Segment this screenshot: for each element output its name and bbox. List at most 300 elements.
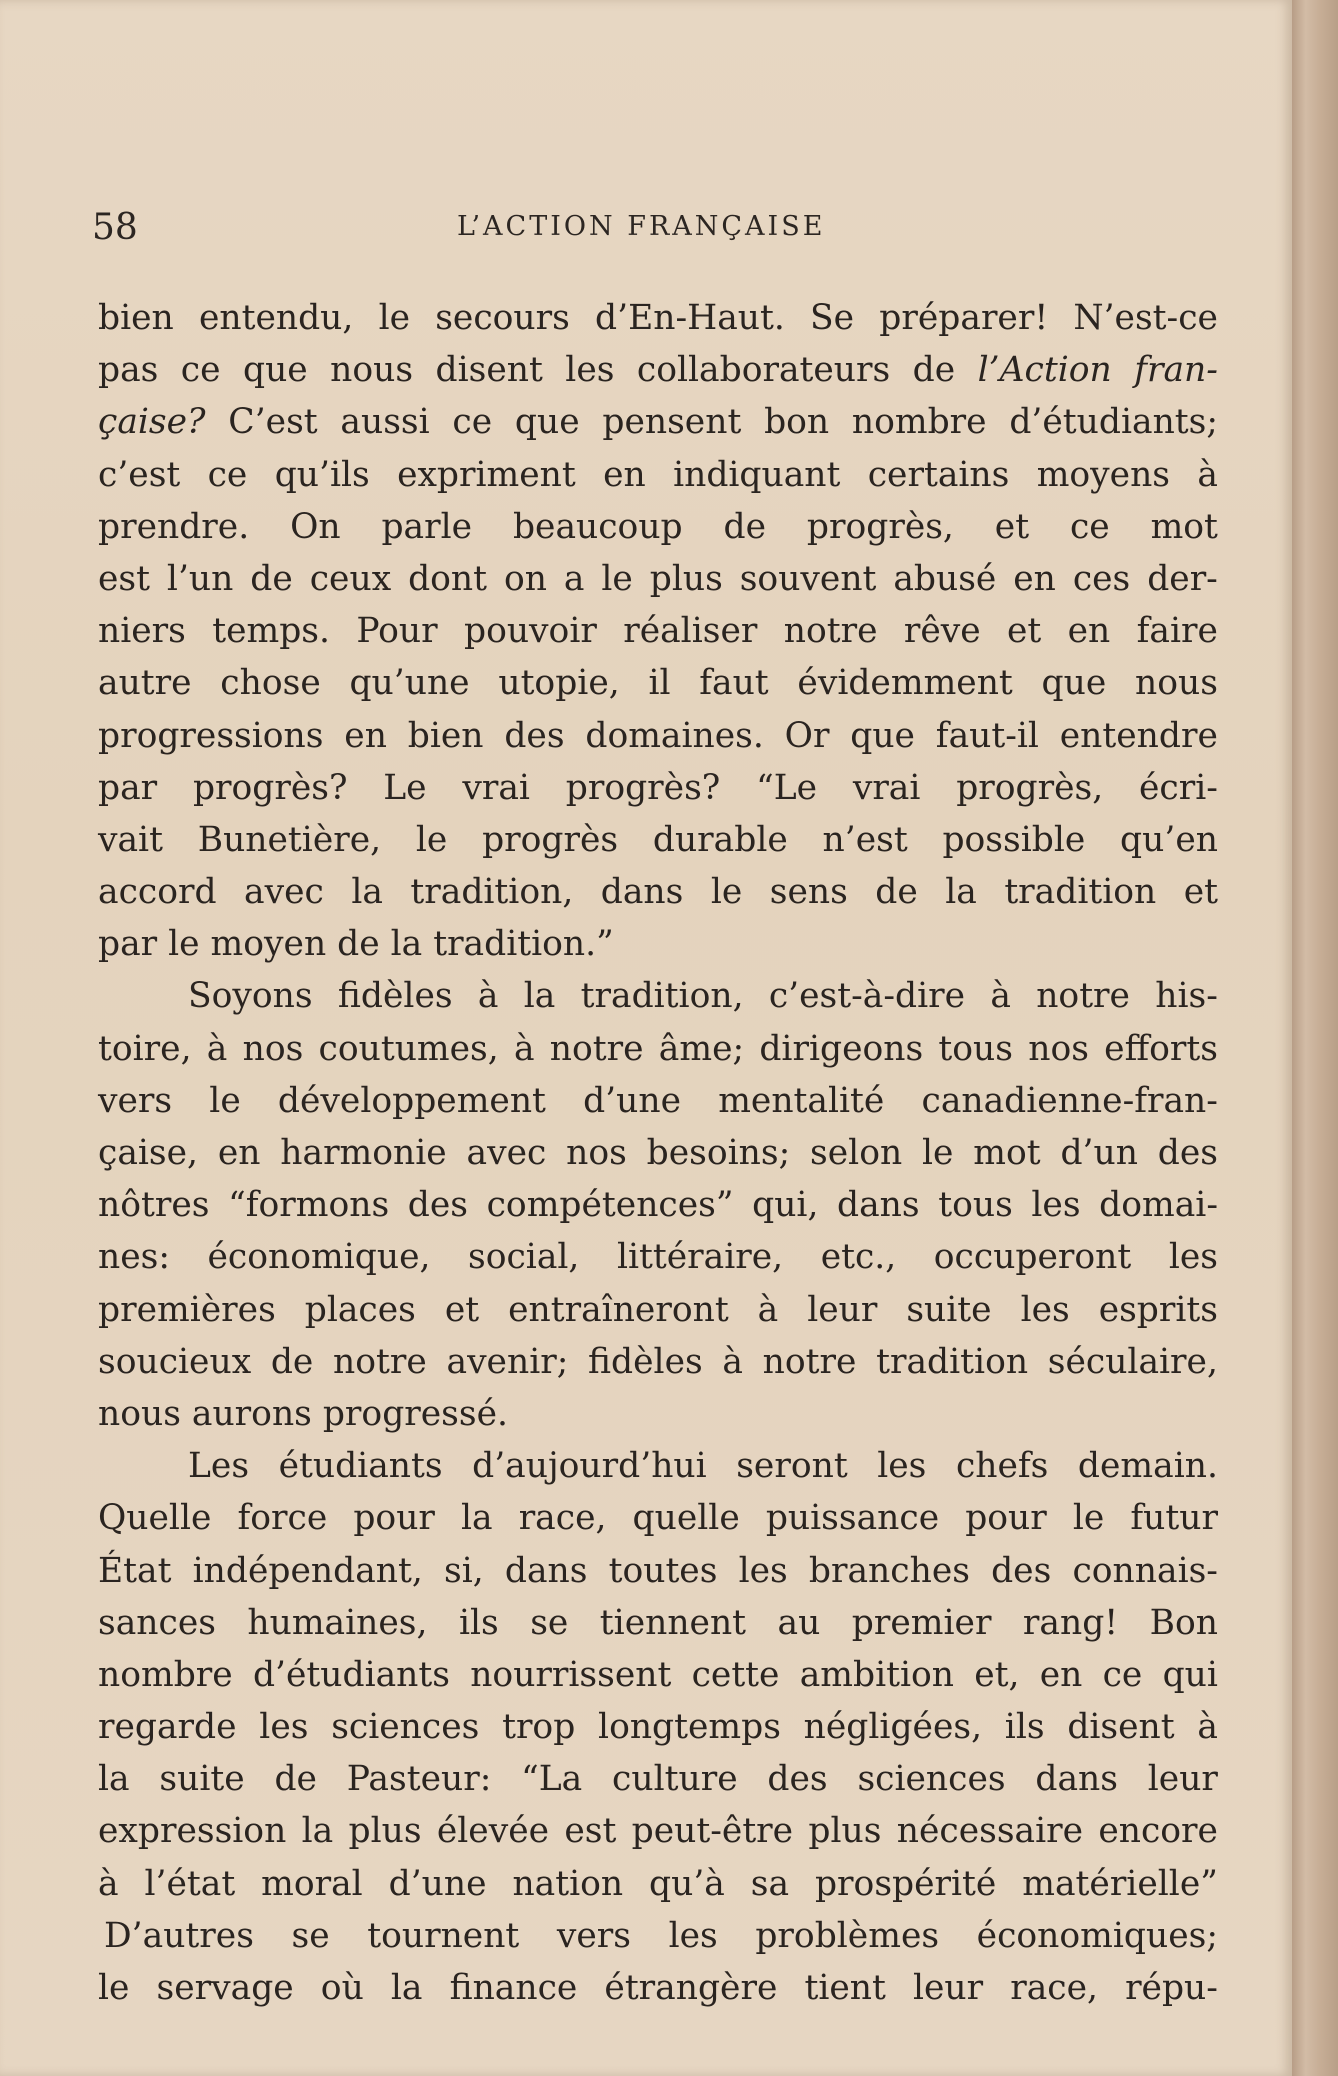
text-line: [98, 1545, 1218, 1597]
word: çaise?: [98, 402, 206, 443]
word: culture: [612, 1759, 738, 1800]
word: vers: [556, 1915, 631, 1956]
word: progrès?: [192, 767, 348, 808]
word: toutes: [608, 1550, 718, 1591]
word: çaise,: [98, 1133, 199, 1173]
text-line: [98, 1440, 1218, 1492]
word: tous: [938, 1185, 1013, 1226]
word: des: [407, 1185, 468, 1226]
word: matérielle”: [1022, 1863, 1218, 1904]
word: en: [344, 715, 387, 756]
word: la: [351, 872, 383, 913]
word: faut: [699, 663, 769, 704]
word: d’un: [1060, 1133, 1138, 1173]
word: tournent: [367, 1915, 520, 1956]
word: Se: [810, 298, 855, 338]
word: se: [291, 1915, 330, 1956]
word: suite: [906, 1289, 992, 1330]
text-line: [98, 1805, 1218, 1857]
word: d’une: [583, 1080, 682, 1121]
word: c’est-à-dire: [768, 976, 966, 1017]
text-line: [98, 501, 1218, 553]
word: finance: [449, 1968, 578, 2008]
word: de: [875, 872, 918, 913]
word: pouvoir: [463, 611, 597, 652]
word: compétences”: [486, 1185, 734, 1226]
word: expression: [98, 1811, 287, 1852]
word: des: [504, 715, 565, 756]
text-line: [98, 1336, 1218, 1388]
word: avec: [244, 872, 324, 913]
word: connais-: [1072, 1550, 1218, 1591]
word: à: [477, 976, 499, 1017]
word: utopie,: [498, 663, 620, 704]
word: nécessaire: [896, 1811, 1084, 1852]
word: indépendant,: [192, 1550, 423, 1591]
word: “Le: [756, 767, 818, 808]
word: moyens: [1036, 454, 1171, 495]
word: est: [98, 558, 150, 599]
text-line: [98, 396, 1218, 448]
word: nombre: [98, 1654, 233, 1695]
word: nous: [98, 1393, 181, 1434]
word: économiques;: [976, 1915, 1218, 1956]
word: de: [270, 1341, 314, 1382]
word: les: [259, 1707, 309, 1748]
word: n’est: [822, 819, 908, 860]
word: encore: [1098, 1811, 1218, 1852]
word: “La: [521, 1759, 583, 1800]
page-edge: [1292, 0, 1338, 2076]
word: à: [513, 1028, 535, 1069]
word: sciences: [331, 1707, 480, 1748]
word: mot: [1150, 506, 1218, 547]
word: nos: [242, 1028, 304, 1069]
word: vers: [98, 1080, 173, 1121]
word: collaborateurs: [636, 350, 891, 391]
word: durable: [652, 819, 788, 860]
word: leur: [1147, 1759, 1218, 1800]
word: premières: [98, 1289, 276, 1330]
word: ambition: [799, 1654, 954, 1695]
word: problèmes: [755, 1915, 940, 1956]
word: et: [994, 506, 1030, 547]
word: le: [378, 298, 411, 338]
word: les: [1031, 1185, 1081, 1226]
word: la: [301, 1811, 334, 1852]
word: etc.,: [820, 1237, 897, 1278]
word: entraîneront: [508, 1289, 729, 1330]
word: notre: [783, 611, 878, 652]
word: pensent: [602, 402, 742, 443]
word: disent: [1067, 1707, 1175, 1748]
word: d’étudiants: [252, 1654, 450, 1695]
word: la: [945, 872, 977, 913]
word: der-: [1147, 558, 1218, 599]
word: les: [565, 350, 615, 391]
text-line: [98, 762, 1218, 814]
word: efforts: [1104, 1028, 1218, 1069]
word: notre: [762, 1341, 857, 1382]
word: suite: [159, 1759, 245, 1800]
word: le: [98, 1968, 130, 2008]
word: esprits: [1098, 1289, 1218, 1330]
word: peut-être: [631, 1811, 794, 1852]
word: puissance: [765, 1498, 940, 1539]
word: progrès?: [565, 767, 721, 808]
word: Le: [383, 767, 427, 808]
word: certains: [867, 454, 1010, 495]
word: tradition.”: [433, 924, 614, 965]
word: et: [1007, 611, 1042, 652]
running-title: L’ACTION FRANÇAISE: [457, 211, 826, 242]
word: ce: [180, 350, 221, 391]
word: ce: [1102, 1654, 1143, 1695]
word: premier: [851, 1602, 992, 1643]
word: nombre: [851, 402, 987, 443]
text-line: [98, 1179, 1218, 1231]
word: moral: [261, 1863, 363, 1904]
word: de: [337, 924, 380, 965]
word: parle: [381, 506, 473, 547]
word: tiennent: [599, 1602, 747, 1643]
word: en: [603, 454, 646, 495]
word: de: [250, 558, 293, 599]
word: notre: [549, 1028, 644, 1069]
text-line: [98, 1127, 1218, 1179]
word: qui: [1162, 1654, 1218, 1695]
body-text: [98, 292, 1218, 2014]
word: progrès: [482, 819, 619, 860]
word: la: [98, 1759, 130, 1800]
word: sens: [769, 872, 848, 913]
word: mot: [973, 1133, 1041, 1173]
word: leur: [912, 1968, 984, 2008]
word: progressions: [98, 715, 324, 756]
word: en: [1039, 1654, 1083, 1695]
word: branches: [808, 1550, 970, 1591]
word: mentalité: [718, 1080, 885, 1121]
word: étrangère: [604, 1968, 778, 2008]
word: besoins;: [646, 1133, 791, 1173]
word: toire,: [98, 1028, 192, 1069]
word: à: [1197, 1707, 1218, 1748]
word: l’état: [144, 1863, 236, 1904]
word: si,: [443, 1550, 484, 1591]
word: regarde: [98, 1707, 237, 1748]
text-line: [98, 1701, 1218, 1753]
text-line: [98, 1075, 1218, 1127]
word: longtemps: [598, 1707, 781, 1748]
word: Pasteur:: [346, 1759, 492, 1800]
text-line: [98, 1492, 1218, 1544]
word: N’est-ce: [1073, 298, 1218, 338]
word: prendre.: [98, 506, 250, 547]
word: tradition,: [580, 976, 744, 1017]
word: qui,: [752, 1185, 819, 1226]
word: dans: [1035, 1759, 1118, 1800]
word: vrai: [462, 767, 530, 808]
word: plus: [808, 1811, 882, 1852]
word: progrès,: [956, 767, 1104, 808]
word: progrès,: [806, 506, 954, 547]
word: de: [723, 506, 767, 547]
word: fran-: [1134, 350, 1218, 391]
text-line: [98, 866, 1218, 918]
word: progressé.: [322, 1393, 508, 1434]
word: le: [601, 558, 633, 599]
word: Or: [784, 715, 830, 756]
word: vait: [98, 819, 163, 860]
word: “formons: [228, 1185, 390, 1226]
word: les: [1168, 1237, 1218, 1278]
word: préparer!: [879, 298, 1049, 338]
word: qu’en: [1120, 819, 1218, 860]
word: fidèles: [337, 976, 453, 1017]
text-line: [98, 710, 1218, 762]
word: des: [991, 1550, 1052, 1591]
word: par: [98, 767, 158, 808]
word: pour: [965, 1498, 1047, 1539]
text-line: [98, 344, 1218, 396]
word: l’un: [166, 558, 234, 599]
word: his-: [1155, 976, 1218, 1017]
text-line: [98, 814, 1218, 866]
word: économique,: [207, 1237, 431, 1278]
word: nôtres: [98, 1185, 210, 1226]
word: à: [206, 1028, 228, 1069]
word: nourrissent: [470, 1654, 672, 1695]
text-line: [98, 970, 1218, 1022]
word: ils: [1004, 1707, 1045, 1748]
word: souvent: [739, 558, 877, 599]
word: domai-: [1099, 1185, 1218, 1226]
word: les: [738, 1550, 788, 1591]
word: le: [415, 819, 448, 860]
text-line: [98, 1023, 1218, 1075]
word: le: [922, 1133, 954, 1173]
text-line: [98, 1962, 1218, 2014]
word: Quelle: [98, 1498, 212, 1539]
word: sa: [750, 1863, 790, 1904]
word: bon: [764, 402, 830, 443]
word: humaines,: [247, 1602, 428, 1643]
word: d’En-Haut.: [595, 298, 785, 338]
word: étudiants: [278, 1446, 443, 1487]
word: de: [274, 1759, 317, 1800]
text-line: [98, 449, 1218, 501]
word: nos: [566, 1133, 627, 1173]
word: demain.: [1077, 1446, 1218, 1487]
word: expriment: [397, 454, 576, 495]
word: aussi: [340, 402, 430, 443]
word: réaliser: [623, 611, 758, 652]
word: et,: [974, 1654, 1020, 1695]
word: temps.: [212, 611, 330, 652]
word: qu’une: [349, 663, 470, 704]
word: domaines.: [585, 715, 764, 756]
text-line: [98, 1597, 1218, 1649]
word: où: [320, 1968, 364, 2008]
word: coutumes,: [318, 1028, 499, 1069]
word: la: [461, 1498, 493, 1539]
word: niers: [98, 611, 186, 652]
text-line: [98, 1858, 1218, 1910]
word: à: [722, 1341, 743, 1382]
word: négligées,: [803, 1707, 983, 1748]
word: ce: [1069, 506, 1110, 547]
word: seront: [736, 1446, 848, 1487]
word: beaucoup: [512, 506, 683, 547]
word: répu-: [1125, 1968, 1218, 2008]
word: futur: [1130, 1498, 1218, 1539]
word: séculaire,: [1047, 1341, 1218, 1382]
word: tous: [938, 1028, 1013, 1069]
word: tradition: [1004, 872, 1157, 913]
word: le: [209, 1080, 241, 1121]
word: que: [514, 402, 580, 443]
word: nous: [1134, 663, 1218, 704]
word: nos: [1028, 1028, 1089, 1069]
text-line: [98, 1231, 1218, 1283]
word: D’autres: [104, 1915, 254, 1956]
word: au: [777, 1602, 821, 1643]
word: force: [237, 1498, 328, 1539]
text-line: [98, 1649, 1218, 1701]
word: canadienne-fran-: [921, 1080, 1218, 1121]
word: indiquant: [673, 454, 841, 495]
word: Bunetière,: [197, 819, 382, 860]
word: servage: [156, 1968, 294, 2008]
word: secours: [435, 298, 570, 338]
word: Bon: [1149, 1602, 1218, 1643]
word: rêve: [903, 611, 981, 652]
word: notre: [1036, 976, 1130, 1017]
word: quelle: [632, 1498, 740, 1539]
word: avec: [466, 1133, 547, 1173]
word: vrai: [852, 767, 921, 808]
word: nation: [512, 1863, 624, 1904]
word: l’Action: [977, 350, 1112, 391]
word: fidèles: [588, 1341, 703, 1382]
word: en: [1013, 558, 1056, 599]
word: ceux: [309, 558, 392, 599]
text-line: [98, 553, 1218, 605]
word: des: [1157, 1133, 1218, 1173]
word: la: [390, 1968, 423, 2008]
word: que: [850, 715, 915, 756]
word: dirigeons: [759, 1028, 924, 1069]
word: tradition,: [410, 872, 574, 913]
word: dont: [408, 558, 488, 599]
word: on: [503, 558, 547, 599]
word: qu’à: [649, 1863, 725, 1904]
word: chefs: [955, 1446, 1049, 1487]
word: sciences: [857, 1759, 1006, 1800]
text-line: [98, 1284, 1218, 1336]
word: est: [564, 1811, 617, 1852]
text-line: [98, 292, 1218, 344]
word: la: [523, 976, 556, 1017]
word: nes:: [98, 1237, 170, 1278]
word: que: [242, 350, 308, 391]
word: par: [98, 924, 158, 965]
word: sances: [98, 1602, 216, 1643]
word: dans: [600, 872, 684, 913]
word: avenir;: [446, 1341, 569, 1382]
word: entendre: [1059, 715, 1218, 756]
word: plus: [649, 558, 723, 599]
word: soucieux: [98, 1341, 252, 1382]
word: des: [767, 1759, 828, 1800]
word: tradition: [876, 1341, 1029, 1382]
word: en: [1067, 611, 1111, 652]
word: le: [1072, 1498, 1105, 1539]
text-line: [98, 1388, 1218, 1440]
word: possible: [942, 819, 1086, 860]
word: qu’ils: [274, 454, 370, 495]
word: d’étudiants;: [1009, 402, 1218, 443]
word: de: [912, 350, 956, 391]
word: rang!: [1022, 1602, 1119, 1643]
word: prospérité: [814, 1863, 997, 1904]
word: évidemment: [797, 663, 1013, 704]
word: à: [98, 1863, 119, 1904]
word: C’est: [228, 402, 318, 443]
word: entendu,: [198, 298, 354, 338]
word: d’aujourd’hui: [472, 1446, 707, 1487]
word: à: [757, 1289, 779, 1330]
word: places: [304, 1289, 416, 1330]
word: pour: [353, 1498, 435, 1539]
word: État: [98, 1550, 172, 1591]
word: leur: [807, 1289, 878, 1330]
word: se: [530, 1602, 569, 1643]
word: il: [648, 663, 671, 704]
word: les: [1020, 1289, 1070, 1330]
word: et: [1183, 872, 1218, 913]
word: et: [444, 1289, 480, 1330]
word: social,: [468, 1237, 580, 1278]
word: en: [217, 1133, 261, 1173]
word: abusé: [893, 558, 997, 599]
word: occuperont: [933, 1237, 1132, 1278]
word: Les: [188, 1446, 250, 1487]
word: faire: [1136, 611, 1218, 652]
word: trop: [502, 1707, 576, 1748]
word: pas: [98, 350, 159, 391]
word: Soyons: [188, 976, 313, 1017]
word: développement: [277, 1080, 546, 1121]
word: à: [990, 976, 1011, 1017]
text-line: [98, 605, 1218, 657]
word: ils: [458, 1602, 499, 1643]
word: dans: [504, 1550, 588, 1591]
word: accord: [98, 872, 217, 913]
word: Pour: [356, 611, 438, 652]
word: le: [710, 872, 743, 913]
word: autre: [98, 663, 192, 704]
word: âme;: [658, 1028, 745, 1069]
word: disent: [435, 350, 543, 391]
word: le: [168, 924, 200, 965]
word: nous: [330, 350, 414, 391]
word: c’est: [98, 454, 181, 495]
word: à: [1197, 454, 1218, 495]
word: moyen: [210, 924, 327, 965]
word: harmonie: [280, 1133, 447, 1173]
word: On: [290, 506, 341, 547]
